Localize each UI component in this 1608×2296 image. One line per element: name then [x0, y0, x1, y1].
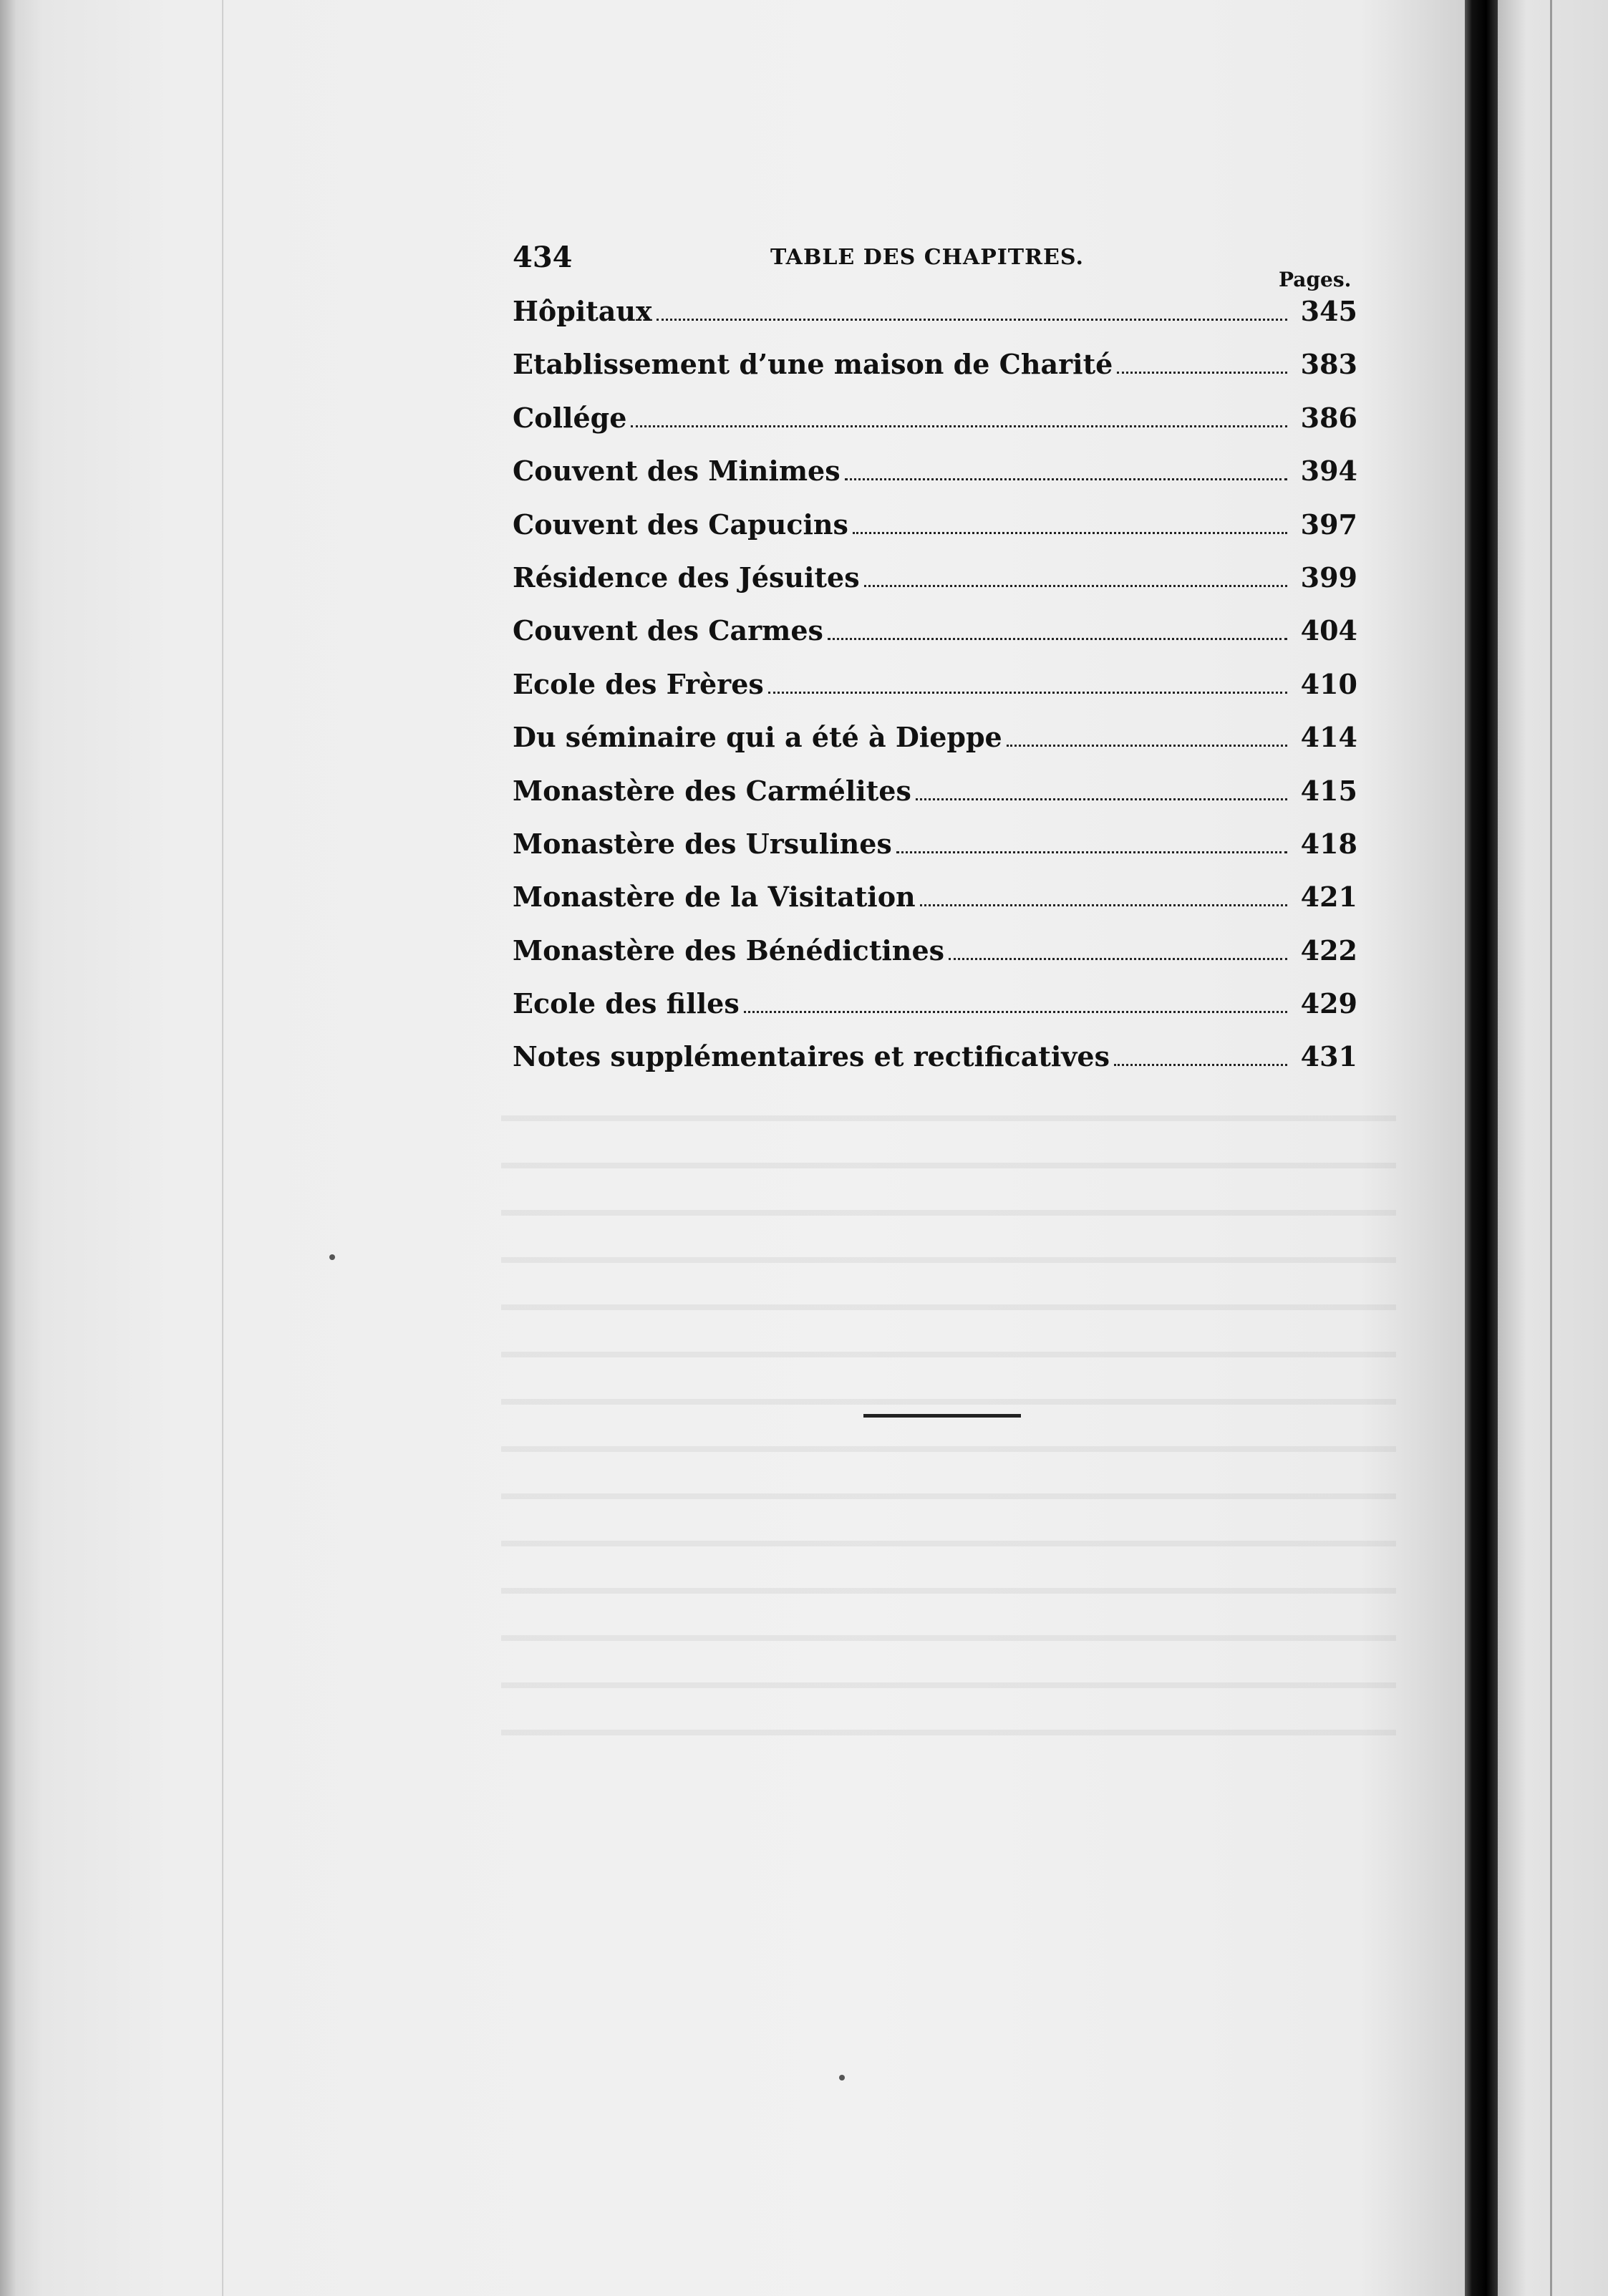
toc-entry-title: Ecole des filles — [513, 987, 740, 1020]
toc-entry-page: 421 — [1300, 881, 1357, 914]
toc-entry-title: Résidence des Jésuites — [513, 561, 860, 594]
toc-entry-page: 410 — [1300, 667, 1357, 700]
dot-leader — [1007, 745, 1287, 747]
toc-entry-title: Notes supplémentaires et rectificatives — [513, 1040, 1110, 1073]
toc-entry — [513, 561, 1357, 614]
pages-column-label: Pages. — [1279, 268, 1352, 291]
toc-entry-page: 399 — [1300, 561, 1357, 594]
toc-entry-page: 422 — [1300, 934, 1357, 967]
toc-entry — [513, 934, 1357, 987]
toc-entry-page: 415 — [1300, 774, 1357, 807]
toc-entry-page: 383 — [1300, 348, 1357, 381]
dot-leader — [828, 638, 1287, 640]
toc-entry — [513, 828, 1357, 881]
running-title: TABLE DES CHAPITRES. — [770, 245, 1084, 270]
toc-entry-title: Du séminaire qui a été à Dieppe — [513, 721, 1002, 754]
table-of-contents — [513, 295, 1357, 1094]
paper-crease — [222, 0, 223, 2296]
toc-entry-title: Couvent des Minimes — [513, 455, 841, 488]
toc-entry — [513, 668, 1357, 721]
dot-leader — [845, 478, 1287, 480]
dot-leader — [1117, 372, 1287, 374]
toc-entry — [513, 348, 1357, 401]
toc-entry-title: Ecole des Frères — [513, 667, 764, 700]
book-gutter-shadow — [1465, 0, 1498, 2296]
toc-entry-title: Couvent des Carmes — [513, 614, 823, 647]
toc-entry — [513, 721, 1357, 774]
toc-entry-page: 394 — [1300, 455, 1357, 488]
toc-entry-page: 345 — [1300, 295, 1357, 327]
toc-entry-page: 414 — [1300, 721, 1357, 754]
toc-entry-title: Monastère des Carmélites — [513, 774, 911, 807]
dot-leader — [949, 958, 1287, 960]
adjacent-page-strip — [1498, 0, 1608, 2296]
dot-leader — [896, 851, 1287, 853]
dot-leader — [920, 904, 1287, 906]
toc-entry-page: 418 — [1300, 827, 1357, 860]
toc-entry-page: 404 — [1300, 614, 1357, 647]
page-header — [513, 241, 1357, 291]
dot-leader — [768, 692, 1287, 694]
dot-leader — [853, 532, 1287, 534]
dot-leader — [864, 585, 1287, 587]
toc-entry — [513, 987, 1357, 1040]
toc-entry — [513, 775, 1357, 828]
toc-entry — [513, 508, 1357, 561]
ink-speck — [329, 1254, 335, 1260]
dot-leader — [744, 1011, 1287, 1013]
toc-entry-title: Etablissement d’une maison de Charité — [513, 348, 1113, 381]
toc-entry-title: Monastère de la Visitation — [513, 881, 916, 914]
toc-entry-page: 429 — [1300, 987, 1357, 1020]
ink-speck — [839, 2075, 845, 2081]
book-left-edge — [0, 0, 16, 2296]
toc-entry — [513, 881, 1357, 934]
ink-bleed-through — [501, 1074, 1396, 1761]
page-number: 434 — [513, 241, 573, 274]
toc-entry — [513, 295, 1357, 348]
toc-entry — [513, 402, 1357, 455]
toc-entry-title: Collége — [513, 401, 627, 434]
toc-entry — [513, 1040, 1357, 1093]
adjacent-page-edge — [1550, 0, 1552, 2296]
toc-entry-title: Monastère des Bénédictines — [513, 934, 945, 967]
toc-entry — [513, 455, 1357, 508]
dot-leader — [631, 425, 1287, 427]
end-of-section-rule — [863, 1414, 1021, 1418]
dot-leader — [657, 319, 1287, 321]
toc-entry-page: 431 — [1300, 1040, 1357, 1073]
toc-entry — [513, 614, 1357, 667]
toc-entry-title: Monastère des Ursulines — [513, 827, 892, 860]
dot-leader — [1114, 1064, 1287, 1066]
toc-entry-title: Couvent des Capucins — [513, 508, 848, 541]
toc-entry-page: 397 — [1300, 508, 1357, 541]
dot-leader — [916, 798, 1287, 800]
toc-entry-page: 386 — [1300, 401, 1357, 434]
toc-entry-title: Hôpitaux — [513, 295, 652, 327]
